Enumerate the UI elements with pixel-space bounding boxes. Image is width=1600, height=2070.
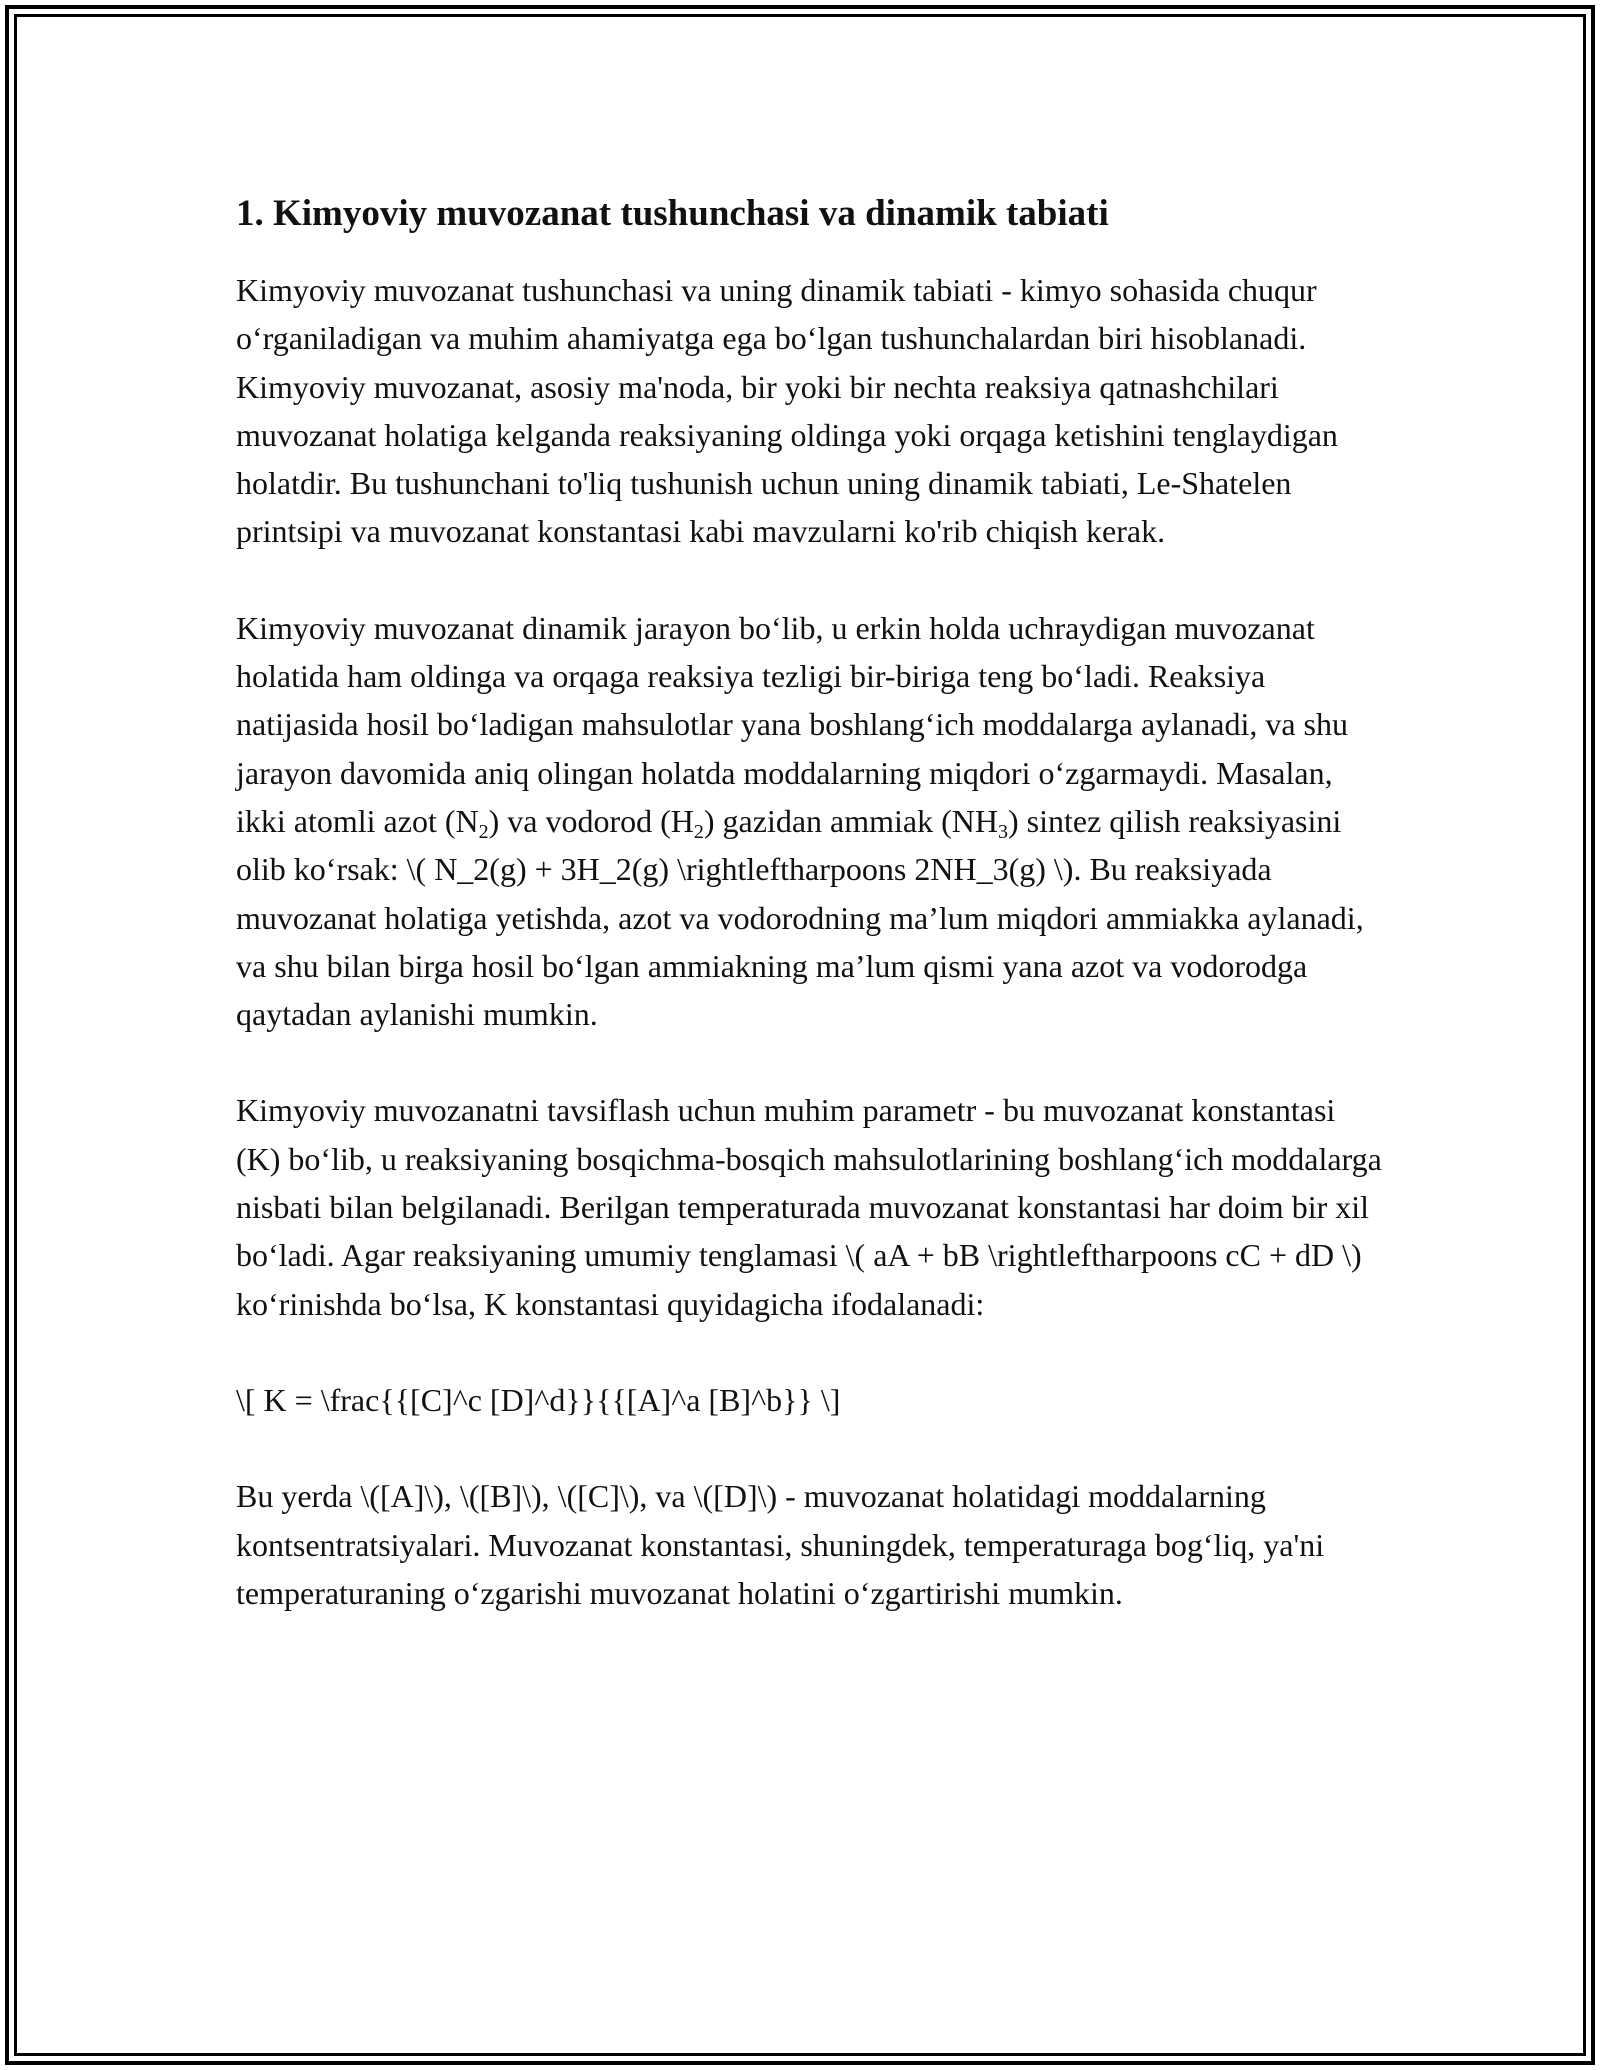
text-run: ) gazidan ammiak (NH xyxy=(703,802,998,839)
paragraph-gap xyxy=(236,1328,1386,1376)
paragraph-concentrations: Bu yerda \([A]\), \([B]\), \([C]\), va \([D]\) - muvozanat holatidagi moddalarning kontsentratsiyalari. Muvozanat konstantasi, shuningdek, temperaturaga bog‘liq, ya'ni temperaturaning o‘zgarishi muvozanat holatini o‘zgartirishi mumkin. xyxy=(236,1478,1325,1611)
paragraph-gap xyxy=(236,556,1386,604)
paragraph-gap xyxy=(236,1424,1386,1472)
subscript: 2 xyxy=(478,820,489,843)
text-run: ) sintez qilish reaksiyasini olib ko‘rsak: \( N_2(g) + 3H_2(g) \rightleftharpoons 2NH_3(g) \). Bu reaksiyada muvozanat holatiga yetishda, azot va vodorodning ma’lum miqdori ammiakka aylanadi, va shu bilan birga hosil bo‘lgan ammiakning ma’lum qismi yana azot va vodorodga qaytadan aylanishi mumkin. xyxy=(236,802,1364,1033)
subscript: 2 xyxy=(693,820,704,843)
paragraph-equilibrium-constant: Kimyoviy muvozanatni tavsiflash uchun muhim parametr - bu muvozanat konstantasi (K) bo‘lib, u reaksiyaning bosqichma-bosqich mahsulotlarining boshlang‘ich moddalarga nisbati bilan belgilanadi. Berilgan temperaturada muvozanat konstantasi har doim bir xil bo‘ladi. Agar reaksiyaning umumiy tenglamasi \( aA + bB \rightleftharpoons cC + dD \) ko‘rinishda bo‘lsa, K konstantasi quyidagicha ifodalanadi: xyxy=(236,1092,1382,1322)
paragraph-gap xyxy=(236,1038,1386,1086)
document-body xyxy=(236,188,1386,1617)
section-heading: 1. Kimyoviy muvozanat tushunchasi va dinamik tabiati xyxy=(236,193,1109,234)
text-run: ) va vodorod (H xyxy=(488,802,694,839)
formula-line: \[ K = \frac{{[C]^c [D]^d}}{{[A]^a [B]^b}} \] xyxy=(236,1381,841,1418)
text-run: Kimyoviy muvozanat dinamik jarayon bo‘lib, u erkin holda uchraydigan muvozanat holatida ham oldinga va orqaga reaksiya tezligi bir-biriga teng bo‘ladi. Reaksiya natijasida hosil bo‘ladigan mahsulotlar yana boshlang‘ich moddalarga aylanadi, va shu jarayon davomida aniq olingan holatda moddalarning miqdori o‘zgarmaydi. Masalan, ikki atomli azot (N xyxy=(236,609,1348,839)
paragraph-intro: Kimyoviy muvozanat tushunchasi va uning dinamik tabiati - kimyo sohasida chuqur o‘rganiladigan va muhim ahamiyatga ega bo‘lgan tushunchalardan biri hisoblanadi. Kimyoviy muvozanat, asosiy ma'noda, bir yoki bir nechta reaksiya qatnashchilari muvozanat holatiga kelganda reaksiyaning oldinga yoki orqaga ketishini tenglaydigan holatdir. Bu tushunchani to'liq tushunish uchun uning dinamik tabiati, Le-Shatelen printsipi va muvozanat konstantasi kabi mavzularni ko'rib chiqish kerak. xyxy=(236,272,1338,550)
paragraph-dynamic-nature xyxy=(236,604,1386,1039)
subscript: 3 xyxy=(998,820,1008,843)
